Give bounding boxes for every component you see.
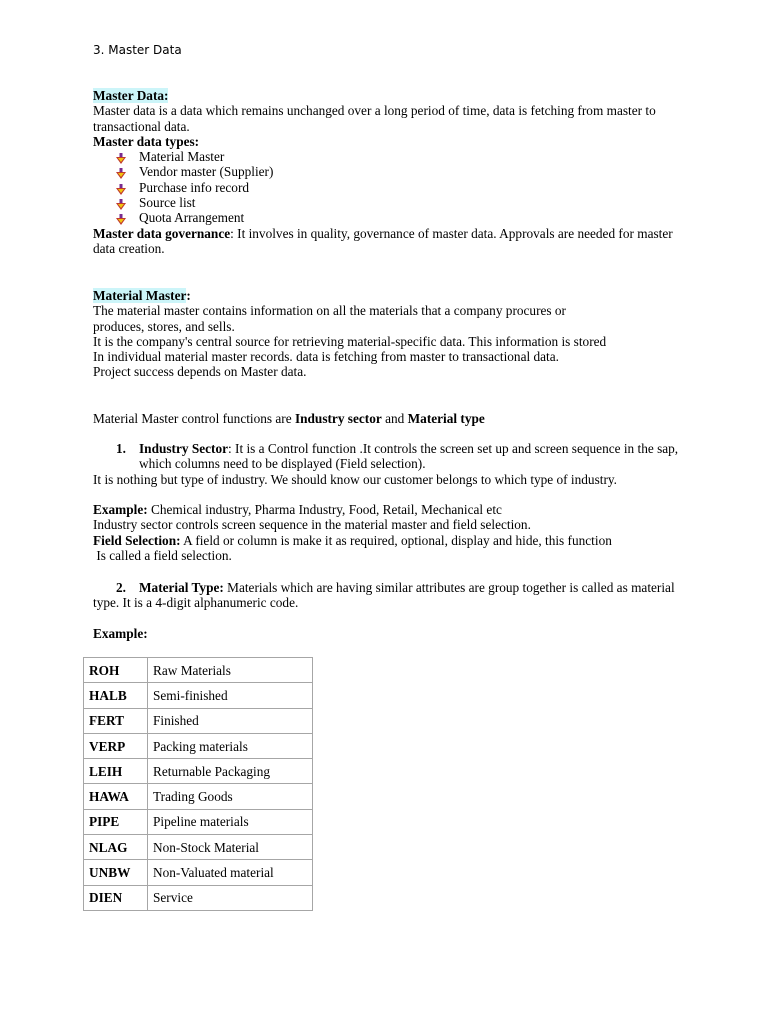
material-master-line: Project success depends on Master data. [93, 364, 307, 380]
arrow-down-bullet-icon [116, 198, 126, 209]
table-row: DIEN Service [84, 885, 313, 910]
arrow-down-bullet-icon [116, 213, 126, 224]
industry-sector-example: Example: Chemical industry, Pharma Industry, Food, Retail, Mechanical etc [93, 502, 502, 518]
material-master-line: In individual material master records. data is fetching from master to transactional data. [93, 349, 559, 365]
industry-sector-item: 1. Industry Sector: It is a Control function .It controls the screen set up and screen sequence in the sap, which columns need to be displayed (Field selection). [116, 441, 679, 472]
table-row: PIPE Pipeline materials [84, 809, 313, 834]
material-type-section [93, 580, 683, 641]
material-master-line: produces, stores, and sells. [93, 318, 235, 334]
master-data-heading: Master Data: [93, 88, 169, 103]
table-row: LEIH Returnable Packaging [84, 759, 313, 784]
list-item: Material Master [116, 149, 683, 164]
table-row: UNBW Non-Valuated material [84, 860, 313, 885]
material-master-section [93, 288, 683, 380]
table-row: FERT Finished [84, 708, 313, 733]
table-row: NLAG Non-Stock Material [84, 835, 313, 860]
material-type-table [83, 657, 313, 911]
arrow-down-bullet-icon [116, 167, 126, 178]
list-item: Source list [116, 195, 683, 210]
material-master-line: The material master contains information on all the materials that a company procures or [93, 303, 566, 319]
master-data-governance: Master data governance: It involves in quality, governance of master data. Approvals are needed for master data creation. [93, 225, 673, 256]
page-header: 3. Master Data [93, 43, 182, 57]
arrow-down-bullet-icon [116, 183, 126, 194]
industry-sector-note: It is nothing but type of industry. We should know our customer belongs to which type of industry. [93, 471, 617, 487]
material-master-heading: Material Master: [93, 288, 191, 303]
material-type-line2: type. It is a 4-digit alphanumeric code. [93, 595, 299, 611]
control-functions-line: Material Master control functions are Industry sector and Material type [93, 411, 485, 426]
master-data-types-heading: Master data types: [93, 133, 200, 149]
field-selection: Field Selection: A field or column is make it as required, optional, display and hide, this function [93, 532, 612, 548]
table-row: HALB Semi-finished [84, 683, 313, 708]
field-selection-line2: Is called a field selection. [93, 548, 232, 564]
table-row: ROH Raw Materials [84, 658, 313, 683]
list-item: Purchase info record [116, 180, 683, 195]
material-type-item: 2. Material Type: Materials which are having similar attributes are group together is called as material [116, 580, 675, 595]
master-data-types-list [93, 149, 683, 225]
arrow-down-bullet-icon [116, 152, 126, 163]
table-row: VERP Packing materials [84, 733, 313, 758]
table-row: HAWA Trading Goods [84, 784, 313, 809]
material-master-line: It is the company's central source for retrieving material-specific data. This information is stored [93, 333, 607, 349]
material-type-example-label: Example: [93, 625, 148, 641]
list-item: Vendor master (Supplier) [116, 164, 683, 179]
master-data-section [93, 88, 683, 256]
list-item: Quota Arrangement [116, 210, 683, 225]
industry-sector-section [93, 441, 683, 563]
industry-sector-controls: Industry sector controls screen sequence in the material master and field selection. [93, 517, 531, 533]
master-data-definition: Master data is a data which remains unchanged over a long period of time, data is fetching from master to transactional data. [93, 103, 656, 134]
